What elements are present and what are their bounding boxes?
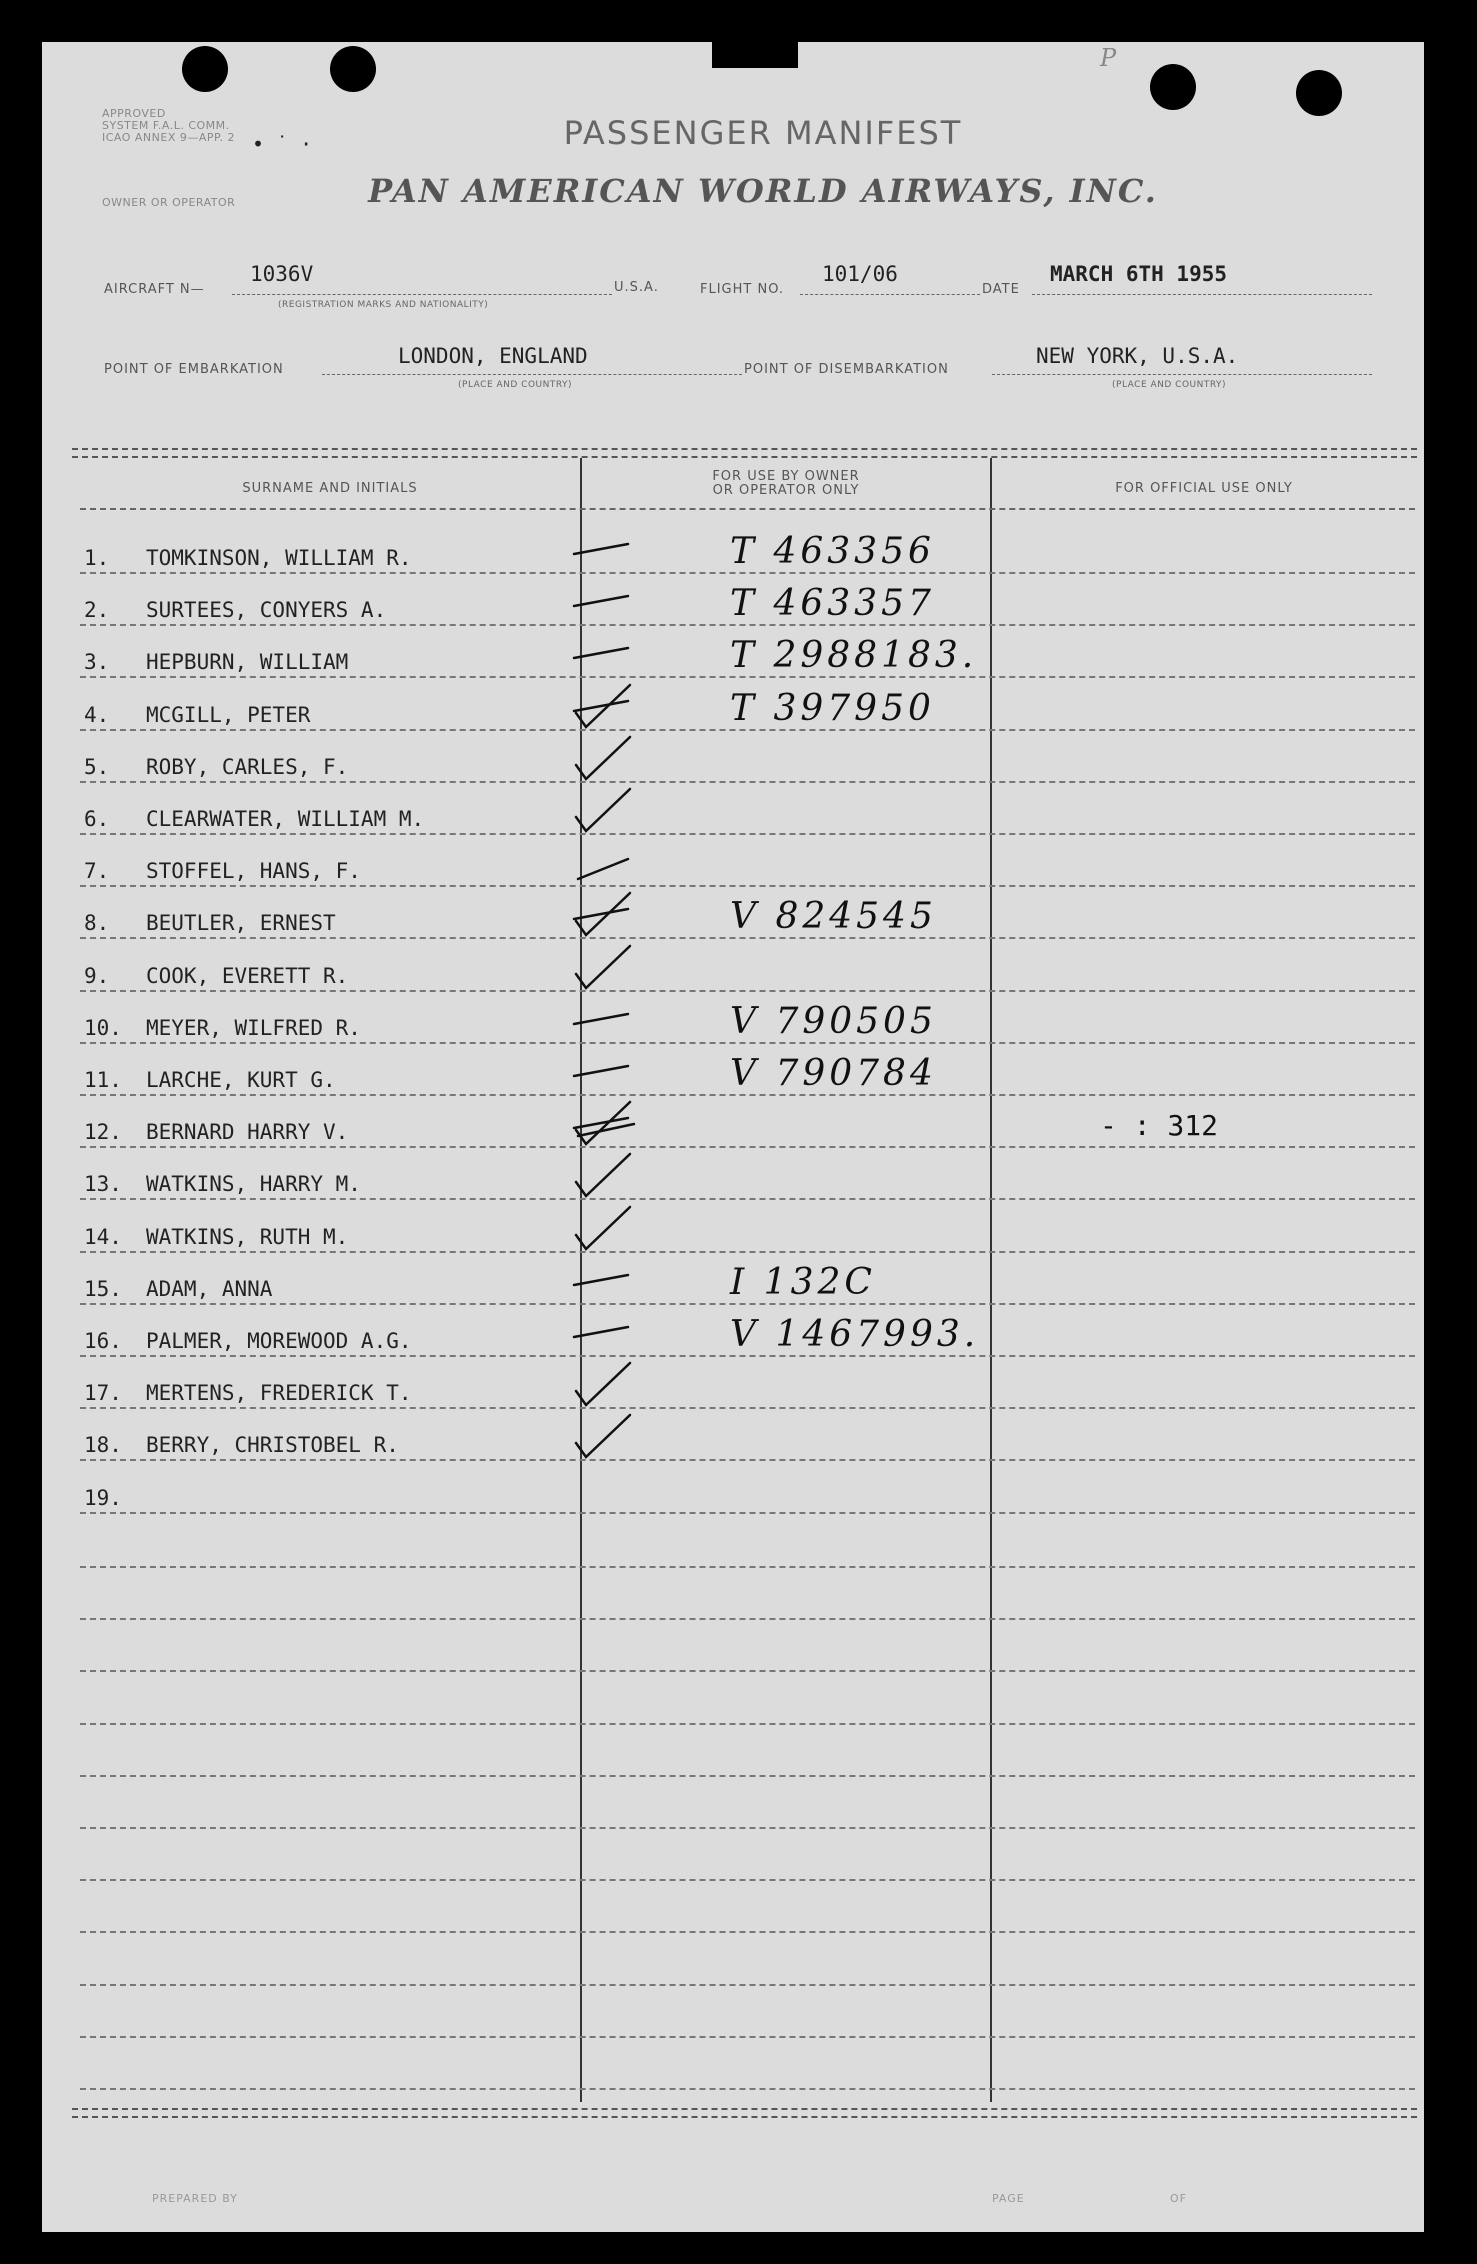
- passenger-name: HEPBURN, WILLIAM: [146, 650, 349, 675]
- dash-mark-icon: [570, 520, 660, 580]
- passenger-name: MCGILL, PETER: [146, 702, 311, 727]
- aircraft-sub: (REGISTRATION MARKS AND NATIONALITY): [278, 300, 489, 310]
- dash-mark-icon: [570, 1042, 660, 1102]
- table-bottom-rule: [72, 2116, 1417, 2118]
- page-title: PASSENGER MANIFEST: [563, 114, 963, 152]
- passenger-name: WATKINS, HARRY M.: [146, 1172, 361, 1197]
- manifest-paper: [42, 42, 1424, 2232]
- passenger-number: 8.: [84, 911, 110, 936]
- table-top-rule: [72, 456, 1417, 458]
- embarkation-label: POINT OF EMBARKATION: [104, 362, 284, 377]
- passenger-name: BERRY, CHRISTOBEL R.: [146, 1433, 399, 1458]
- official-note: - : 312: [1100, 1109, 1219, 1143]
- passenger-number: 17.: [84, 1381, 122, 1406]
- aircraft-value: 1036V: [250, 262, 314, 286]
- owner-label: OWNER OR OPERATOR: [102, 196, 236, 209]
- blank-row-rule: [80, 1984, 1415, 1986]
- disembarkation-label: POINT OF DISEMBARKATION: [744, 362, 949, 377]
- list-item: [80, 1148, 1415, 1200]
- dash-mark-icon: [570, 624, 660, 684]
- passenger-name: MEYER, WILFRED R.: [146, 1015, 361, 1040]
- passenger-name: WATKINS, RUTH M.: [146, 1224, 349, 1249]
- stamp-line: SYSTEM F.A.L. COMM.: [102, 119, 230, 132]
- column-header-surname: SURNAME AND INITIALS: [242, 481, 418, 496]
- list-item: [80, 522, 1415, 574]
- list-item: [80, 1305, 1415, 1357]
- corner-mark: P: [1100, 44, 1117, 72]
- passenger-number: 3.: [84, 650, 110, 675]
- check-mark-icon: [570, 1407, 660, 1467]
- embarkation-sub: (PLACE AND COUNTRY): [458, 380, 573, 390]
- ticket-number: T 2988183.: [730, 635, 978, 677]
- passenger-name: BEUTLER, ERNEST: [146, 911, 336, 936]
- stamp-line: ICAO ANNEX 9—APP. 2: [102, 131, 235, 144]
- passenger-number: 2.: [84, 598, 110, 623]
- passenger-name: PALMER, MOREWOOD A.G.: [146, 1329, 412, 1353]
- passenger-name: SURTEES, CONYERS A.: [146, 598, 387, 623]
- list-item: [80, 992, 1415, 1044]
- header-rule: [80, 508, 1415, 510]
- punch-hole: [182, 46, 228, 92]
- binder-notch: [712, 42, 798, 68]
- check-mark-icon: [570, 833, 660, 893]
- date-underline: [1032, 294, 1372, 295]
- ticket-number: T 397950: [730, 687, 935, 729]
- embarkation-value: LONDON, ENGLAND: [398, 344, 588, 368]
- list-item: [80, 679, 1415, 731]
- list-item: [80, 1201, 1415, 1253]
- of-label: OF: [1170, 2192, 1187, 2205]
- list-item: [80, 1357, 1415, 1409]
- punch-hole: [330, 46, 376, 92]
- stamp-line: APPROVED: [102, 107, 166, 120]
- passenger-name: COOK, EVERETT R.: [146, 963, 349, 988]
- check-mark-icon: [570, 729, 660, 789]
- embarkation-underline: [322, 374, 742, 375]
- check-mark-icon: [570, 1094, 660, 1154]
- passenger-number: 10.: [84, 1015, 122, 1040]
- passenger-name: ADAM, ANNA: [146, 1276, 273, 1301]
- passenger-number: 6.: [84, 807, 110, 831]
- flight-underline: [800, 294, 980, 295]
- blank-row-rule: [80, 1931, 1415, 1933]
- ticket-number: V 1467993.: [730, 1314, 980, 1355]
- ticket-number: T 463357: [730, 583, 935, 625]
- ticket-number: V 790505: [730, 1000, 937, 1042]
- flight-value: 101/06: [822, 262, 898, 286]
- list-item: [80, 1096, 1415, 1148]
- passenger-number: 13.: [84, 1172, 122, 1197]
- list-item: [80, 887, 1415, 939]
- passenger-number: 12.: [84, 1120, 122, 1145]
- blank-row-rule: [80, 2088, 1415, 2090]
- usa-label: U.S.A.: [614, 280, 659, 295]
- ticket-number: I 132C: [730, 1261, 876, 1303]
- check-mark-icon: [570, 1146, 660, 1206]
- list-item: [80, 626, 1415, 678]
- passenger-name: TOMKINSON, WILLIAM R.: [146, 546, 412, 570]
- check-mark-icon: [570, 1199, 660, 1259]
- passenger-name: LARCHE, KURT G.: [146, 1068, 336, 1092]
- check-mark-icon: [570, 677, 660, 737]
- passenger-number: 14.: [84, 1224, 122, 1249]
- disembarkation-value: NEW YORK, U.S.A.: [1036, 344, 1239, 368]
- table-bottom-rule: [72, 2108, 1417, 2110]
- disembarkation-underline: [992, 374, 1372, 375]
- passenger-number: 18.: [84, 1433, 122, 1458]
- check-mark-icon: [570, 885, 660, 945]
- disembarkation-sub: (PLACE AND COUNTRY): [1112, 380, 1227, 390]
- passenger-number: 15.: [84, 1276, 122, 1301]
- airline-name: PAN AMERICAN WORLD AIRWAYS, INC.: [368, 172, 1158, 210]
- list-item: [80, 1253, 1415, 1305]
- column-header-owner-line: FOR USE BY OWNER: [712, 469, 860, 484]
- check-mark-icon: [570, 1355, 660, 1415]
- check-mark-icon: [570, 781, 660, 841]
- passenger-number: 7.: [84, 859, 110, 884]
- passenger-number: 19.: [84, 1485, 122, 1510]
- ticket-number: V 790784: [730, 1053, 937, 1094]
- passenger-number: 11.: [84, 1068, 122, 1092]
- passenger-number: 16.: [84, 1329, 122, 1353]
- column-header-owner-line: OR OPERATOR ONLY: [712, 483, 860, 498]
- ink-dots: • ˙ ·: [252, 132, 313, 156]
- punch-hole: [1296, 70, 1342, 116]
- dash-mark-icon: [570, 990, 660, 1050]
- list-item: [80, 1044, 1415, 1096]
- passenger-name: STOFFEL, HANS, F.: [146, 859, 361, 884]
- blank-row-rule: [80, 1827, 1415, 1829]
- blank-row-rule: [80, 1775, 1415, 1777]
- aircraft-underline: [232, 294, 612, 295]
- column-header-official: FOR OFFICIAL USE ONLY: [1115, 481, 1293, 496]
- blank-row-rule: [80, 1723, 1415, 1725]
- dash-mark-icon: [570, 1251, 660, 1311]
- list-item: [80, 1409, 1415, 1461]
- passenger-name: ROBY, CARLES, F.: [146, 754, 349, 779]
- list-item: [80, 1462, 1415, 1514]
- list-item: [80, 574, 1415, 626]
- list-item: [80, 940, 1415, 992]
- date-label: DATE: [982, 282, 1020, 297]
- row-rule: [80, 1512, 1415, 1514]
- blank-row-rule: [80, 1670, 1415, 1672]
- dash-mark-icon: [570, 572, 660, 632]
- aircraft-label: AIRCRAFT N—: [104, 282, 205, 297]
- flight-label: FLIGHT NO.: [700, 282, 785, 297]
- column-header-owner: [582, 470, 990, 498]
- check-mark-icon: [570, 938, 660, 998]
- blank-row-rule: [80, 1879, 1415, 1881]
- passenger-number: 1.: [84, 546, 110, 570]
- punch-hole: [1150, 64, 1196, 110]
- passenger-name: MERTENS, FREDERICK T.: [146, 1381, 412, 1406]
- dash-mark-icon: [570, 1303, 660, 1363]
- ticket-number: T 463356: [730, 531, 935, 572]
- list-item: [80, 783, 1415, 835]
- passenger-name: CLEARWATER, WILLIAM M.: [146, 807, 425, 831]
- date-value: MARCH 6TH 1955: [1050, 262, 1228, 286]
- table-top-rule: [72, 448, 1417, 450]
- page-label: PAGE: [992, 2192, 1025, 2205]
- passenger-number: 5.: [84, 754, 110, 779]
- ticket-number: V 824545: [730, 896, 937, 938]
- passenger-number: 4.: [84, 702, 110, 727]
- blank-row-rule: [80, 1618, 1415, 1620]
- list-item: [80, 731, 1415, 783]
- blank-row-rule: [80, 2036, 1415, 2038]
- prepared-by-label: PREPARED BY: [152, 2192, 238, 2205]
- passenger-number: 9.: [84, 963, 110, 988]
- passenger-name: BERNARD HARRY V.: [146, 1120, 349, 1145]
- blank-row-rule: [80, 1566, 1415, 1568]
- list-item: [80, 835, 1415, 887]
